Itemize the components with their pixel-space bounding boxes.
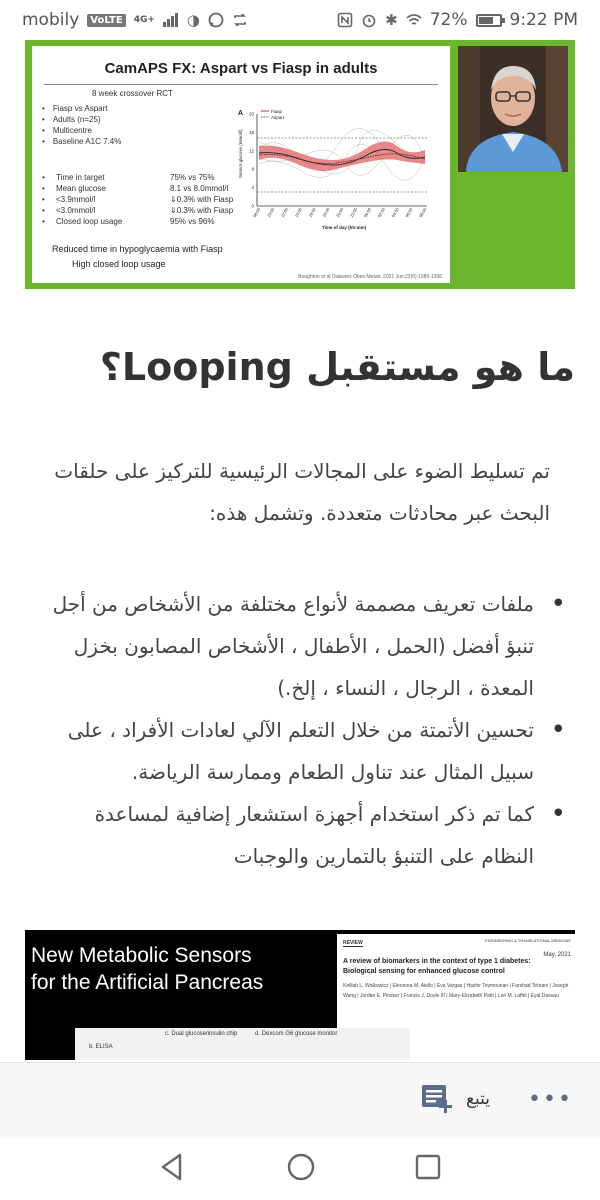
slide-image-sensors[interactable] bbox=[25, 930, 575, 1060]
stat-value: 8.1 vs 8.0mmol/l bbox=[170, 184, 229, 193]
stat-row bbox=[42, 216, 233, 227]
chart-y-tick: 20 bbox=[248, 111, 254, 117]
slide-divider bbox=[44, 84, 438, 85]
glucose-chart bbox=[237, 106, 432, 231]
slide-title: CamAPS FX: Aspart vs Fiasp in adults bbox=[104, 60, 378, 77]
figure-label-c: c. Dual glucose/insulin chip bbox=[165, 1031, 238, 1037]
speaker-video bbox=[458, 46, 568, 172]
wifi-icon bbox=[406, 13, 422, 27]
chart-x-label: Time of day (hh:mm) bbox=[322, 225, 367, 230]
chart-y-ticks bbox=[249, 112, 255, 209]
slide2-title-line1: New Metabolic Sensors bbox=[31, 944, 252, 967]
follow-icon bbox=[420, 1083, 454, 1115]
chart-x-tick: 02:00 bbox=[376, 207, 386, 219]
slide2-title-line2: for the Artificial Pancreas bbox=[31, 971, 264, 994]
chart-y-tick: 4 bbox=[251, 185, 254, 191]
chart-x-tick: 16:00 bbox=[307, 207, 317, 219]
chart-x-tick: 10:00 bbox=[265, 207, 276, 219]
system-nav-bar bbox=[0, 1138, 600, 1200]
chart-y-tick: 8 bbox=[251, 166, 254, 172]
stat-row bbox=[42, 194, 233, 205]
stat-row bbox=[42, 205, 233, 216]
bullet-item: • كما تم ذكر استخدام أجهزة استشعار إضافية لمساعدة النظام على التنبؤ بالتمارين والوجبات bbox=[52, 793, 572, 877]
stat-label: • Mean glucose bbox=[56, 184, 106, 193]
design-list bbox=[42, 103, 121, 147]
stat-value: ⇓0.3% with Fiasp bbox=[170, 206, 234, 215]
article-bullet-list bbox=[52, 583, 572, 877]
chart-x-tick: 04:00 bbox=[390, 207, 400, 219]
stats-list bbox=[42, 172, 233, 227]
chart-x-tick: 22:00 bbox=[348, 207, 359, 219]
stat-label: • Time in target bbox=[56, 173, 105, 182]
chart-band-fiasp bbox=[259, 141, 425, 171]
stat-label: • Closed loop usage bbox=[56, 217, 123, 226]
back-icon[interactable] bbox=[158, 1152, 186, 1182]
chart-x-tick: 12:00 bbox=[279, 207, 290, 219]
data-saver-icon: ◑ bbox=[186, 11, 200, 29]
nfc-icon bbox=[337, 12, 353, 28]
slide-note-usage: High closed loop usage bbox=[72, 259, 166, 269]
chart-y-tick: 16 bbox=[248, 129, 254, 135]
chart-x-tick: 06:00 bbox=[404, 207, 414, 219]
whatsapp-icon bbox=[208, 12, 224, 28]
legend-aspart: Aspart bbox=[271, 115, 285, 120]
slide-subtitle: 8 week crossover RCT bbox=[92, 89, 173, 98]
paper-figure bbox=[75, 1028, 410, 1060]
chart-x-tick: 00:00 bbox=[362, 207, 373, 219]
figure-label-d: d. Dexcom G6 glucose monitor bbox=[255, 1031, 338, 1037]
home-icon[interactable] bbox=[286, 1152, 316, 1182]
bullet-item: • تحسين الأتمتة من خلال التعلم الآلي لعادات الأفراد ، على سبيل المثال عند تناول الطعام وممارسة الرياضة. bbox=[52, 709, 572, 793]
stat-label: • <3.0mmol/l bbox=[56, 206, 96, 215]
status-left bbox=[22, 10, 248, 30]
bluetooth-icon: ✱ bbox=[385, 11, 398, 29]
chart-x-tick: 18:00 bbox=[321, 207, 331, 219]
chart-y-label: Sensor glucose (mmol/l) bbox=[238, 129, 243, 178]
volte-badge: VoLTE bbox=[87, 14, 125, 27]
design-item: • Fiasp vs Aspart bbox=[42, 103, 121, 114]
battery-percent: 72% bbox=[429, 10, 468, 30]
alarm-icon bbox=[361, 12, 377, 28]
battery-icon bbox=[476, 14, 502, 27]
slide-reference: Boughton et al Diabetes Obes Metab. 2021 Jun;23(6):1389-1396 bbox=[298, 274, 442, 280]
bullet-item: • ملفات تعريف مصممة لأنواع مختلفة من الأشخاص من أجل تنبؤ أفضل (الحمل ، الأطفال ، الأشخاص المصابون بخزل المعدة ، الرجال ، النساء ، إلخ.) bbox=[52, 583, 572, 709]
article-paragraph: تم تسليط الضوء على المجالات الرئيسية للتركيز على حلقات البحث عبر محادثات متعددة. وتشمل هذه: bbox=[54, 459, 550, 525]
retweet-icon bbox=[232, 12, 248, 28]
paper-title: A review of biomarkers in the context of type 1 diabetes: Biological sensing for enhanced glucose control bbox=[343, 958, 531, 975]
stat-row bbox=[42, 172, 233, 183]
chart-x-tick: 08:00 bbox=[418, 207, 428, 219]
slide-content bbox=[32, 46, 450, 283]
bottom-action-bar bbox=[0, 1062, 600, 1138]
figure-label-b: b. ELISA bbox=[89, 1044, 113, 1050]
stat-value: ⇓0.3% with Fiasp bbox=[170, 195, 234, 204]
network-type: 4G+ bbox=[133, 14, 155, 25]
paper-section: REVIEW bbox=[343, 940, 363, 946]
slide2-title bbox=[31, 942, 263, 996]
design-item: • Baseline A1C 7.4% bbox=[42, 136, 121, 147]
stat-value: 75% vs 75% bbox=[170, 173, 215, 182]
follow-button[interactable] bbox=[420, 1077, 490, 1121]
chart-x-tick: 14:00 bbox=[293, 207, 303, 219]
chart-x-ticks bbox=[251, 203, 428, 219]
paper-date: May, 2021 bbox=[543, 952, 571, 958]
status-right bbox=[337, 10, 578, 30]
follow-label: يتبع bbox=[466, 1089, 491, 1109]
paper-authors: Keillah L. Wolkowicz | Eleonora M. Aiello | Eva Vargas | Hazhir Teymourian | Farshad Tehrani | Joseph Wang | Jordan E. Pinsker | Francis J. Doyle III | Mary-Elizabeth Patti | Lori M. Laffel | Eyal Dassau bbox=[343, 983, 569, 999]
clock: 9:22 PM bbox=[509, 10, 578, 30]
stat-value: 95% vs 96% bbox=[170, 217, 215, 226]
paper-publisher: ENGINEERING & TRANSLATIONAL MEDICINE bbox=[485, 938, 571, 943]
chart-y-tick: 0 bbox=[251, 203, 254, 209]
more-options-button[interactable]: ••• bbox=[528, 1087, 573, 1112]
article-heading: ما هو مستقبل Looping؟ bbox=[99, 345, 575, 389]
chart-y-tick: 12 bbox=[248, 148, 254, 154]
legend-fiasp: Fiasp bbox=[271, 109, 283, 114]
stat-label: • <3.9mmol/l bbox=[56, 195, 96, 204]
slide-image-camaps[interactable] bbox=[25, 40, 575, 289]
design-item: • Adults (n=25) bbox=[42, 114, 121, 125]
battery-level bbox=[479, 17, 493, 24]
slide-note-hypo: Reduced time in hypoglycaemia with Fiasp bbox=[52, 244, 223, 254]
status-bar bbox=[0, 0, 600, 40]
stat-row bbox=[42, 183, 233, 194]
chart-x-tick: 08:00 bbox=[252, 207, 262, 219]
chart-panel-label: A bbox=[238, 110, 244, 117]
carrier-name: mobily bbox=[22, 10, 80, 30]
recents-icon[interactable] bbox=[414, 1152, 442, 1182]
signal-icon bbox=[163, 13, 179, 27]
chart-x-tick: 20:00 bbox=[335, 207, 345, 219]
design-item: • Multicentre bbox=[42, 125, 121, 136]
